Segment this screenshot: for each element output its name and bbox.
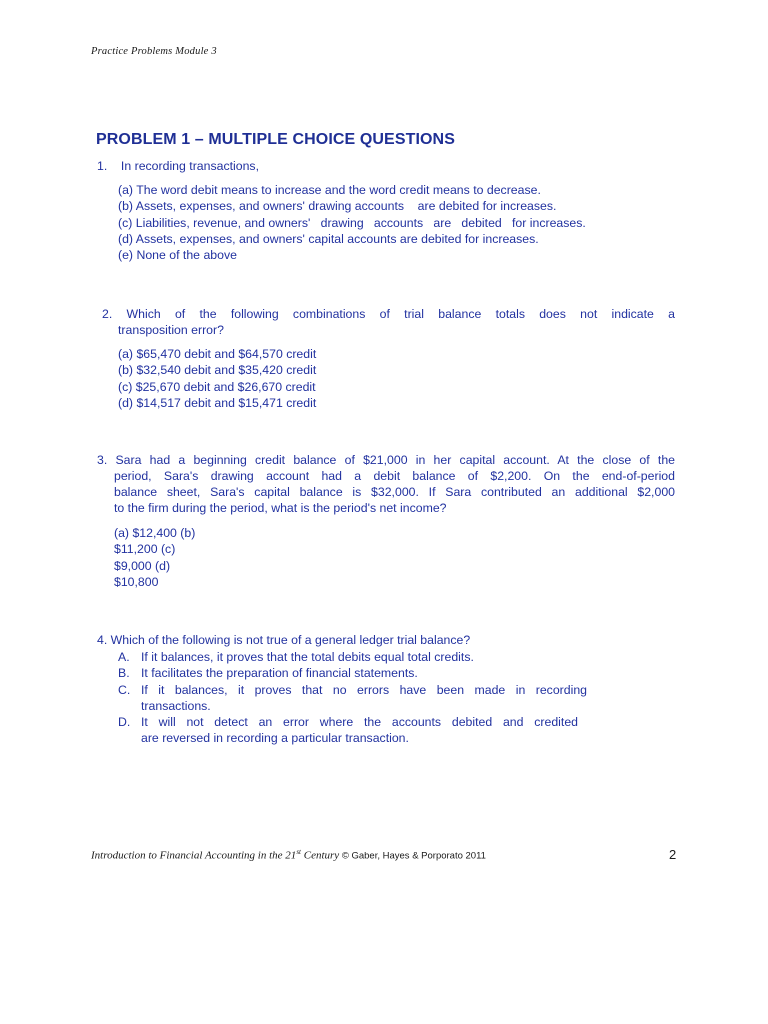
question-3-stem-line-3: balance sheet, Sara's capital balance is $32,000. If Sara contributed an additional $2,000 <box>114 485 675 499</box>
question-2-option-b: (b) $32,540 debit and $35,420 credit <box>118 363 317 378</box>
option-continuation: are reversed in recording a particular transaction. <box>141 731 409 746</box>
question-1-option-c: (c) Liabilities, revenue, and owners' drawing accounts are debited for increases. <box>118 215 586 230</box>
question-4-stem: 4. Which of the following is not true of a general ledger trial balance? <box>97 633 471 647</box>
question-3-stem-line-1: 3. Sara had a beginning credit balance of $21,000 in her capital account. At the close of the <box>97 453 675 467</box>
question-2-stem-line-2: transposition error? <box>118 323 224 337</box>
question-1-option-b: (b) Assets, expenses, and owners' drawing accounts are debited for increases. <box>118 199 557 214</box>
question-1-option-e: (e) None of the above <box>118 248 237 263</box>
question-3-stem-line-4: to the firm during the period, what is the period's net income? <box>114 501 447 515</box>
ordinal-superscript: st <box>296 848 301 856</box>
question-3-option-line-2: $11,200 (c) <box>114 542 176 557</box>
question-3-stem-line-2: period, Sara's drawing account had a debit balance of $2,200. On the end-of-period <box>114 469 675 483</box>
question-4-option-d <box>118 714 578 730</box>
question-3-option-line-3: $9,000 (d) <box>114 558 171 573</box>
question-1-option-d: (d) Assets, expenses, and owners' capital accounts are debited for increases. <box>118 231 539 246</box>
option-text: If it balances, it proves that the total debits equal total credits. <box>141 650 474 664</box>
question-2-option-d: (d) $14,517 debit and $15,471 credit <box>118 395 317 410</box>
option-continuation: transactions. <box>141 698 211 713</box>
question-2-stem-line-1: 2. Which of the following combinations of trial balance totals does not indicate a <box>102 307 675 321</box>
book-title-end: Century <box>300 849 340 862</box>
option-letter: D. <box>118 715 131 730</box>
section-title: PROBLEM 1 – MULTIPLE CHOICE QUESTIONS <box>96 131 455 148</box>
question-3-option-line-1: (a) $12,400 (b) <box>114 526 196 540</box>
question-1-stem: 1. In recording transactions, <box>97 159 259 173</box>
question-4-option-a <box>118 649 474 665</box>
question-4-option-c <box>118 682 587 698</box>
option-text: If it balances, it proves that no errors have been made in recording <box>141 682 587 697</box>
option-letter: A. <box>118 650 130 664</box>
question-2-option-c: (c) $25,670 debit and $26,670 credit <box>118 379 316 394</box>
option-text: It facilitates the preparation of financial statements. <box>141 666 418 681</box>
option-text: It will not detect an error where the accounts debited and credited <box>141 715 578 730</box>
option-letter: C. <box>118 682 131 697</box>
question-4-options <box>118 649 587 747</box>
question-2-options <box>118 346 316 411</box>
option-letter: B. <box>118 666 130 681</box>
book-title: Introduction to Financial Accounting in the 21 <box>91 849 297 862</box>
question-3-options <box>114 525 195 590</box>
copyright-credit: © Gaber, Hayes & Porporato 2011 <box>339 850 486 862</box>
question-1-option-a: (a) The word debit means to increase and the word credit means to decrease. <box>118 183 541 197</box>
question-4-option-b <box>118 665 418 681</box>
page-footer <box>91 848 486 862</box>
page-header: Practice Problems Module 3 <box>91 46 217 57</box>
question-2-option-a: (a) $65,470 debit and $64,570 credit <box>118 347 317 361</box>
question-3-option-line-4: $10,800 <box>114 574 159 589</box>
question-1-options <box>118 182 586 263</box>
page-number: 2 <box>669 847 677 862</box>
